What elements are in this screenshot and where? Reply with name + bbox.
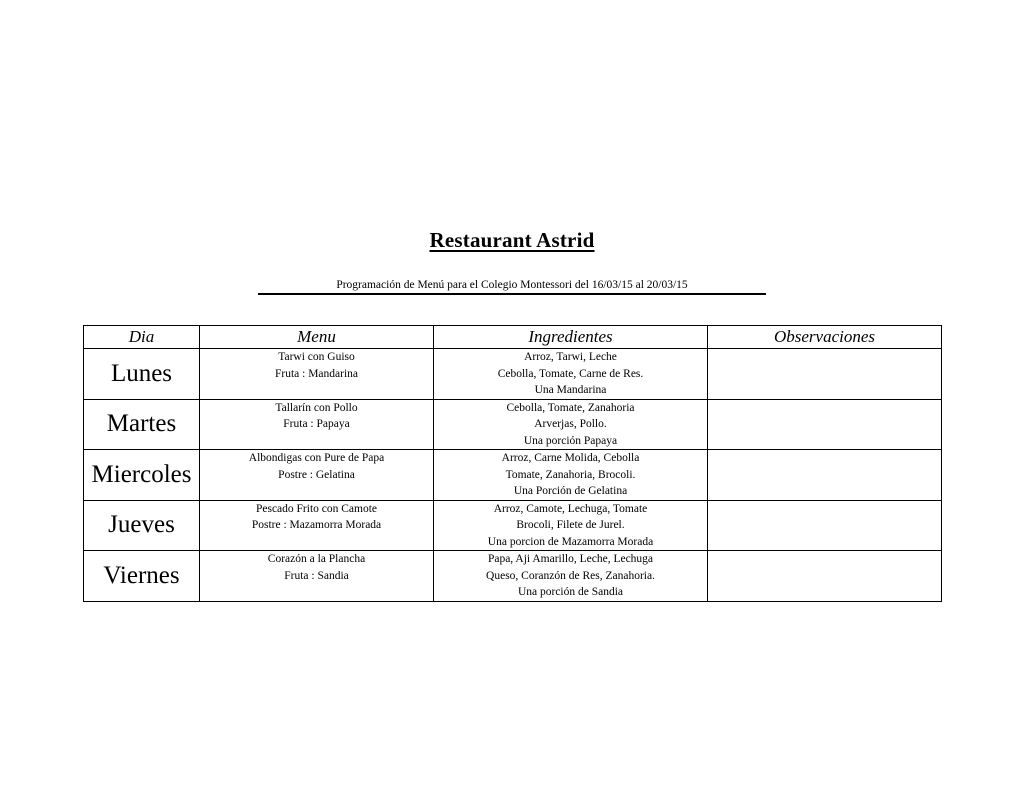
ingredient-line: Cebolla, Tomate, Zanahoria bbox=[506, 401, 635, 414]
observations-cell bbox=[708, 450, 942, 501]
ingredient-line: Una porcion de Mazamorra Morada bbox=[487, 535, 654, 548]
ingredient-line: Una porción de Sandia bbox=[517, 586, 624, 598]
menu-line: Tallarín con Pollo bbox=[275, 401, 358, 414]
day-cell: Lunes bbox=[84, 349, 200, 400]
day-cell: Jueves bbox=[84, 500, 200, 551]
observations-cell bbox=[708, 349, 942, 400]
table-row bbox=[84, 500, 942, 551]
menu-line: Tarwi con Guiso bbox=[278, 351, 355, 363]
ingredient-line: Una Porción de Gelatina bbox=[513, 485, 628, 497]
menu-line: Fruta : Mandarina bbox=[274, 367, 359, 380]
menu-cell bbox=[200, 450, 434, 501]
ingredients-cell bbox=[434, 500, 708, 551]
menu-cell bbox=[200, 399, 434, 450]
ingredients-cell bbox=[434, 349, 708, 400]
menu-line: Corazón a la Plancha bbox=[267, 553, 366, 565]
header-day: Dia bbox=[84, 326, 200, 349]
ingredient-line: Una Mandarina bbox=[534, 384, 607, 396]
table-header-row bbox=[84, 326, 942, 349]
table-row bbox=[84, 399, 942, 450]
ingredient-line: Queso, Coranzón de Res, Zanahoria. bbox=[486, 569, 655, 582]
ingredients-cell bbox=[434, 450, 708, 501]
menu-line: Pescado Frito con Camote bbox=[255, 502, 378, 515]
ingredient-line: Arroz, Carne Molida, Cebolla bbox=[501, 452, 640, 464]
subtitle-line bbox=[258, 275, 766, 295]
observations-cell bbox=[708, 399, 942, 450]
header-ingredients: Ingredientes bbox=[434, 326, 708, 349]
document-title: Restaurant Astrid bbox=[429, 228, 595, 252]
menu-line: Postre : Gelatina bbox=[278, 468, 355, 481]
ingredients-cell bbox=[434, 551, 708, 602]
observations-cell bbox=[708, 551, 942, 602]
menu-cell bbox=[200, 500, 434, 551]
ingredient-line: Papa, Aji Amarillo, Leche, Lechuga bbox=[487, 553, 654, 565]
menu-line: Fruta : Papaya bbox=[283, 418, 350, 430]
menu-line: Fruta : Sandia bbox=[284, 569, 349, 582]
ingredient-line: Brocoli, Filete de Jurel. bbox=[516, 519, 625, 531]
table-row bbox=[84, 551, 942, 602]
ingredient-line: Cebolla, Tomate, Carne de Res. bbox=[497, 367, 644, 380]
table-row bbox=[84, 450, 942, 501]
observations-cell bbox=[708, 500, 942, 551]
menu-table bbox=[83, 325, 942, 602]
menu-cell bbox=[200, 551, 434, 602]
day-cell: Viernes bbox=[84, 551, 200, 602]
header-observations: Observaciones bbox=[708, 326, 942, 349]
ingredient-line: Arverjas, Pollo. bbox=[534, 418, 607, 430]
document-subtitle: Programación de Menú para el Colegio Montessori del 16/03/15 al 20/03/15 bbox=[336, 279, 688, 291]
menu-cell bbox=[200, 349, 434, 400]
day-cell: Martes bbox=[84, 399, 200, 450]
menu-line: Albondigas con Pure de Papa bbox=[248, 452, 385, 464]
menu-line: Postre : Mazamorra Morada bbox=[251, 519, 382, 531]
table-row bbox=[84, 349, 942, 400]
ingredient-line: Arroz, Camote, Lechuga, Tomate bbox=[493, 502, 648, 515]
ingredient-line: Arroz, Tarwi, Leche bbox=[524, 351, 617, 363]
header-menu: Menu bbox=[200, 326, 434, 349]
ingredient-line: Tomate, Zanahoria, Brocoli. bbox=[505, 468, 636, 481]
day-cell: Miercoles bbox=[84, 450, 200, 501]
ingredients-cell bbox=[434, 399, 708, 450]
ingredient-line: Una porción Papaya bbox=[523, 434, 618, 447]
